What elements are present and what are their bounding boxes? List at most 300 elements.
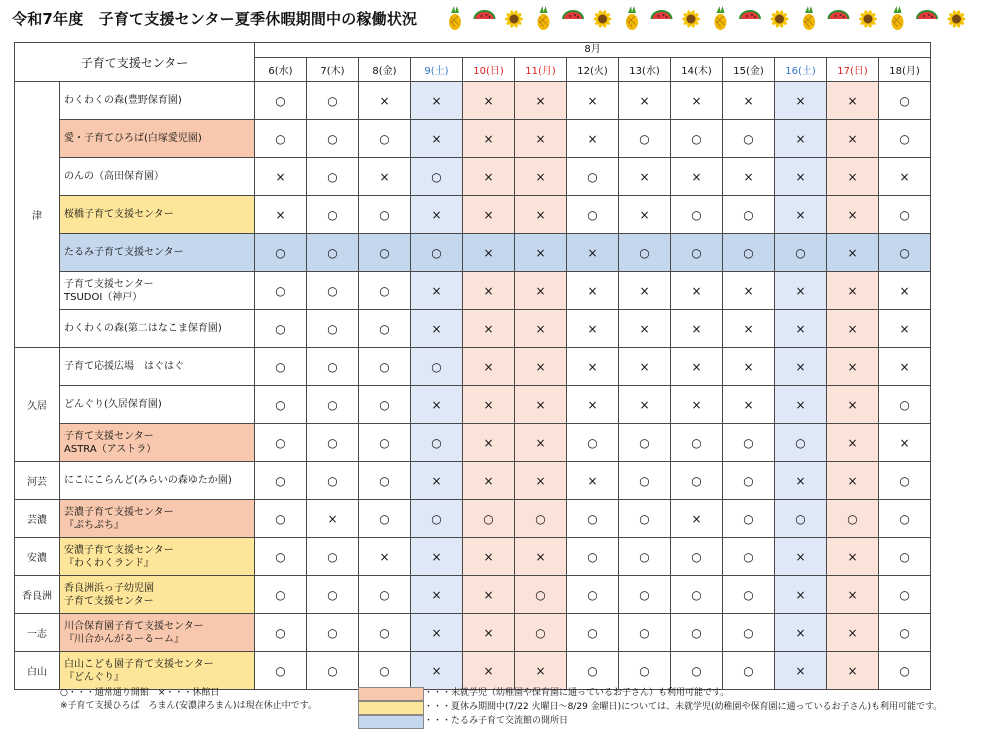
table-row <box>15 538 931 576</box>
watermelon-icon <box>739 10 761 19</box>
status-cell: × <box>827 614 879 652</box>
center-name-line: わくわくの森(第二はなこま保育園) <box>64 323 222 334</box>
legend-swatch <box>358 715 424 729</box>
status-cell: ○ <box>879 500 931 538</box>
status-cell: ○ <box>567 576 619 614</box>
status-cell: ○ <box>567 196 619 234</box>
status-cell: × <box>515 158 567 196</box>
center-name <box>60 196 255 234</box>
symbol-legend: ○・・・通常通り開館 ×・・・休館日 <box>60 688 220 698</box>
status-cell: ○ <box>567 158 619 196</box>
status-cell: × <box>827 196 879 234</box>
status-cell: × <box>775 386 827 424</box>
status-cell: × <box>255 158 307 196</box>
center-name-line: 子育て応援広場 はぐはぐ <box>64 361 184 372</box>
table-row <box>15 348 931 386</box>
status-cell: × <box>879 272 931 310</box>
table-row <box>15 652 931 690</box>
watermelon-icon <box>828 10 850 19</box>
center-name-line: 『わくわくランド』 <box>64 557 154 569</box>
center-name-line: 子育て支援センター <box>64 430 154 442</box>
status-cell: × <box>567 462 619 500</box>
status-cell: ○ <box>879 462 931 500</box>
status-cell: ○ <box>723 234 775 272</box>
area-label: 久居 <box>15 348 60 462</box>
status-cell: × <box>411 310 463 348</box>
pineapple-icon <box>449 6 461 30</box>
status-cell: × <box>463 462 515 500</box>
pineapple-icon <box>892 6 904 30</box>
legend-swatch <box>358 701 424 715</box>
status-cell: × <box>515 196 567 234</box>
status-cell: ○ <box>411 424 463 462</box>
status-cell: × <box>567 310 619 348</box>
center-name-line: わくわくの森(豊野保育園) <box>64 95 182 106</box>
status-cell: ○ <box>307 348 359 386</box>
day-header: 10(日) <box>463 58 515 82</box>
center-name <box>60 652 255 690</box>
status-cell: × <box>827 348 879 386</box>
status-cell: × <box>463 386 515 424</box>
status-cell: × <box>411 652 463 690</box>
status-cell: ○ <box>463 500 515 538</box>
status-cell: × <box>827 120 879 158</box>
closure-note: ※子育て支援ひろば ろまん(安濃津ろまん)は現在休止中です。 <box>60 701 317 711</box>
status-cell: ○ <box>307 196 359 234</box>
status-cell: ○ <box>671 614 723 652</box>
center-name-line: 子育て支援センター <box>64 278 154 290</box>
status-cell: ○ <box>671 120 723 158</box>
status-cell: ○ <box>619 424 671 462</box>
status-cell: × <box>567 120 619 158</box>
status-cell: × <box>775 538 827 576</box>
status-cell: × <box>515 82 567 120</box>
center-name <box>60 614 255 652</box>
status-cell: ○ <box>359 424 411 462</box>
status-cell: ○ <box>411 234 463 272</box>
center-name-line: 子育て支援センター <box>64 595 154 607</box>
table-row <box>15 424 931 462</box>
table-row <box>15 120 931 158</box>
status-cell: × <box>879 348 931 386</box>
status-cell: × <box>515 348 567 386</box>
status-cell: ○ <box>619 462 671 500</box>
status-cell: ○ <box>307 234 359 272</box>
status-cell: × <box>671 310 723 348</box>
status-cell: ○ <box>723 576 775 614</box>
center-name-line: 芸濃子育て支援センター <box>64 506 174 518</box>
status-cell: × <box>411 614 463 652</box>
status-cell: × <box>567 82 619 120</box>
status-cell: × <box>879 424 931 462</box>
legend-item-text: ・・・夏休み期間中(7/22 火曜日～8/29 金曜日)については、未就学児(幼稚園や保育園に通っているお子さん)も利用可能です。 <box>424 702 943 712</box>
sunflower-icon <box>948 10 966 28</box>
status-cell: × <box>359 82 411 120</box>
status-cell: × <box>671 82 723 120</box>
area-label: 津 <box>15 82 60 348</box>
status-cell: ○ <box>255 462 307 500</box>
center-name-line: にこにこらんど(みらいの森ゆたか園) <box>64 475 232 486</box>
status-cell: ○ <box>359 234 411 272</box>
day-header: 15(金) <box>723 58 775 82</box>
status-cell: × <box>411 462 463 500</box>
status-cell: ○ <box>255 272 307 310</box>
status-cell: × <box>619 196 671 234</box>
status-cell: ○ <box>619 120 671 158</box>
status-cell: ○ <box>359 120 411 158</box>
day-header: 16(土) <box>775 58 827 82</box>
center-name <box>60 576 255 614</box>
status-cell: × <box>619 82 671 120</box>
status-cell: ○ <box>359 462 411 500</box>
status-cell: ○ <box>723 196 775 234</box>
sunflower-icon <box>771 10 789 28</box>
center-name-line: 『ぷちぷち』 <box>64 519 124 531</box>
center-name <box>60 462 255 500</box>
table-row <box>15 386 931 424</box>
status-cell: ○ <box>879 614 931 652</box>
status-cell: × <box>827 272 879 310</box>
pineapple-icon <box>626 6 638 30</box>
status-cell: ○ <box>723 538 775 576</box>
center-name <box>60 424 255 462</box>
status-cell: ○ <box>723 120 775 158</box>
status-cell: × <box>567 348 619 386</box>
status-cell: ○ <box>619 538 671 576</box>
status-cell: × <box>515 386 567 424</box>
watermelon-icon <box>474 10 496 19</box>
status-cell: ○ <box>619 576 671 614</box>
status-cell: ○ <box>255 386 307 424</box>
status-cell: × <box>723 272 775 310</box>
status-cell: ○ <box>255 234 307 272</box>
area-label: 安濃 <box>15 538 60 576</box>
status-cell: × <box>463 310 515 348</box>
status-cell: × <box>515 462 567 500</box>
center-name <box>60 538 255 576</box>
status-cell: ○ <box>255 82 307 120</box>
table-body <box>15 82 931 690</box>
status-cell: ○ <box>671 538 723 576</box>
sunflower-icon <box>682 10 700 28</box>
status-cell: ○ <box>307 614 359 652</box>
legend-item-text: ・・・たるみ子育て交流館の開所日 <box>424 716 569 726</box>
pineapple-icon <box>538 6 550 30</box>
status-cell: × <box>775 348 827 386</box>
status-cell: ○ <box>359 576 411 614</box>
page-title: 令和7年度 子育て支援センター夏季休暇期間中の稼働状況 <box>12 10 418 28</box>
watermelon-icon <box>651 10 673 19</box>
status-cell: ○ <box>307 120 359 158</box>
status-cell: × <box>515 272 567 310</box>
center-name-line: 『どんぐり』 <box>64 671 124 683</box>
status-cell: × <box>827 158 879 196</box>
center-name-line: 川合保育園子育て支援センター <box>64 620 204 632</box>
status-cell: ○ <box>515 614 567 652</box>
legend <box>0 686 992 733</box>
status-cell: × <box>827 576 879 614</box>
status-cell: × <box>307 500 359 538</box>
center-name-line: たるみ子育て支援センター <box>64 247 184 258</box>
center-name <box>60 310 255 348</box>
center-name <box>60 120 255 158</box>
status-cell: × <box>619 386 671 424</box>
status-cell: ○ <box>723 614 775 652</box>
status-cell: × <box>411 196 463 234</box>
status-cell: × <box>723 82 775 120</box>
status-cell: × <box>775 310 827 348</box>
center-name-line: 安濃子育て支援センター <box>64 544 174 556</box>
status-cell: × <box>515 310 567 348</box>
status-cell: × <box>463 120 515 158</box>
table-row <box>15 614 931 652</box>
center-name-line: 白山こども園子育て支援センター <box>64 658 214 670</box>
status-cell: × <box>463 82 515 120</box>
status-cell: × <box>463 576 515 614</box>
day-header: 6(水) <box>255 58 307 82</box>
center-name-line: 桜橋子育て支援センター <box>64 209 174 220</box>
status-cell: ○ <box>879 652 931 690</box>
day-header: 17(日) <box>827 58 879 82</box>
sunflower-icon <box>505 10 523 28</box>
status-cell: × <box>411 82 463 120</box>
status-cell: ○ <box>515 576 567 614</box>
status-cell: × <box>515 652 567 690</box>
status-cell: ○ <box>619 500 671 538</box>
table-row <box>15 234 931 272</box>
status-cell: × <box>671 272 723 310</box>
status-cell: ○ <box>359 500 411 538</box>
status-cell: ○ <box>619 614 671 652</box>
status-cell: ○ <box>671 576 723 614</box>
status-cell: ○ <box>775 500 827 538</box>
status-cell: × <box>827 462 879 500</box>
status-cell: ○ <box>255 652 307 690</box>
status-cell: ○ <box>307 82 359 120</box>
status-cell: ○ <box>359 614 411 652</box>
legend-item-text: ・・・未就学児（幼稚園や保育園に通っているお子さん）も利用可能です。 <box>424 688 730 698</box>
area-label: 白山 <box>15 652 60 690</box>
status-cell: ○ <box>723 652 775 690</box>
status-cell: × <box>827 538 879 576</box>
status-cell: × <box>515 234 567 272</box>
center-name-line: TSUDOI（神戸） <box>64 291 143 303</box>
status-cell: ○ <box>255 424 307 462</box>
status-cell: × <box>567 386 619 424</box>
status-cell: × <box>723 310 775 348</box>
center-name <box>60 386 255 424</box>
status-cell: × <box>775 462 827 500</box>
status-cell: ○ <box>411 158 463 196</box>
status-cell: ○ <box>359 272 411 310</box>
status-cell: ○ <box>723 462 775 500</box>
status-cell: × <box>671 158 723 196</box>
status-cell: × <box>723 158 775 196</box>
status-cell: ○ <box>567 614 619 652</box>
status-cell: × <box>463 614 515 652</box>
operation-status-table <box>14 42 931 690</box>
status-cell: × <box>463 272 515 310</box>
status-cell: ○ <box>307 386 359 424</box>
status-cell: ○ <box>775 424 827 462</box>
status-cell: × <box>879 310 931 348</box>
status-cell: × <box>775 272 827 310</box>
status-cell: × <box>463 234 515 272</box>
area-label: 香良洲 <box>15 576 60 614</box>
center-column-header: 子育て支援センター <box>15 43 255 82</box>
status-cell: × <box>411 538 463 576</box>
status-cell: ○ <box>255 614 307 652</box>
status-cell: × <box>411 386 463 424</box>
status-cell: ○ <box>567 652 619 690</box>
status-cell: × <box>879 158 931 196</box>
table-row <box>15 576 931 614</box>
status-cell: × <box>255 196 307 234</box>
status-cell: ○ <box>307 272 359 310</box>
status-cell: ○ <box>411 348 463 386</box>
status-cell: ○ <box>359 310 411 348</box>
day-header: 9(土) <box>411 58 463 82</box>
status-cell: × <box>775 576 827 614</box>
status-cell: ○ <box>567 538 619 576</box>
center-name-line: 『川合かんがるーるーム』 <box>64 633 184 645</box>
status-cell: × <box>671 348 723 386</box>
status-cell: × <box>359 538 411 576</box>
status-cell: ○ <box>671 424 723 462</box>
area-label: 一志 <box>15 614 60 652</box>
area-label: 芸濃 <box>15 500 60 538</box>
status-cell: ○ <box>307 462 359 500</box>
status-cell: ○ <box>619 652 671 690</box>
status-cell: ○ <box>723 424 775 462</box>
status-cell: × <box>359 158 411 196</box>
day-header: 12(火) <box>567 58 619 82</box>
status-cell: ○ <box>723 500 775 538</box>
day-header: 13(水) <box>619 58 671 82</box>
day-header: 8(金) <box>359 58 411 82</box>
status-cell: ○ <box>255 310 307 348</box>
status-cell: × <box>671 386 723 424</box>
center-name-line: 香良洲浜っ子幼児園 <box>64 582 154 594</box>
status-cell: ○ <box>255 500 307 538</box>
status-cell: ○ <box>827 500 879 538</box>
status-cell: ○ <box>515 500 567 538</box>
status-cell: × <box>775 196 827 234</box>
month-header: 8月 <box>255 43 931 58</box>
status-cell: ○ <box>411 500 463 538</box>
status-cell: ○ <box>671 462 723 500</box>
day-header: 14(木) <box>671 58 723 82</box>
status-cell: ○ <box>879 538 931 576</box>
status-cell: ○ <box>879 386 931 424</box>
status-cell: × <box>463 424 515 462</box>
center-name <box>60 82 255 120</box>
status-cell: ○ <box>359 348 411 386</box>
center-name-line: のんの（高田保育園） <box>64 171 164 182</box>
status-cell: ○ <box>619 234 671 272</box>
status-cell: ○ <box>307 652 359 690</box>
status-cell: ○ <box>671 234 723 272</box>
status-cell: ○ <box>879 576 931 614</box>
status-cell: × <box>723 348 775 386</box>
status-cell: ○ <box>879 120 931 158</box>
status-cell: × <box>827 424 879 462</box>
status-cell: × <box>411 120 463 158</box>
watermelon-icon <box>562 10 584 19</box>
status-cell: × <box>827 386 879 424</box>
status-cell: × <box>515 120 567 158</box>
table-row <box>15 272 931 310</box>
status-cell: ○ <box>307 158 359 196</box>
status-cell: ○ <box>255 538 307 576</box>
center-name-line: 愛・子育てひろば(白塚愛児園) <box>64 133 202 144</box>
status-cell: × <box>619 310 671 348</box>
table-row <box>15 82 931 120</box>
status-cell: × <box>775 614 827 652</box>
sunflower-icon <box>594 10 612 28</box>
status-cell: × <box>775 120 827 158</box>
day-header: 7(木) <box>307 58 359 82</box>
status-cell: × <box>515 424 567 462</box>
pineapple-icon <box>803 6 815 30</box>
status-cell: ○ <box>671 196 723 234</box>
status-cell: × <box>463 538 515 576</box>
table-row <box>15 310 931 348</box>
center-name-line: ASTRA（アストラ） <box>64 443 157 455</box>
day-header: 11(月) <box>515 58 567 82</box>
status-cell: × <box>671 500 723 538</box>
status-cell: ○ <box>307 424 359 462</box>
status-cell: × <box>827 234 879 272</box>
table-row <box>15 500 931 538</box>
center-name <box>60 500 255 538</box>
center-name <box>60 348 255 386</box>
status-cell: ○ <box>567 424 619 462</box>
status-cell: ○ <box>879 82 931 120</box>
status-cell: × <box>463 652 515 690</box>
status-cell: × <box>827 82 879 120</box>
status-cell: × <box>463 196 515 234</box>
status-cell: ○ <box>255 120 307 158</box>
status-cell: ○ <box>359 652 411 690</box>
status-cell: × <box>619 348 671 386</box>
status-cell: ○ <box>255 348 307 386</box>
center-name <box>60 272 255 310</box>
table-row <box>15 158 931 196</box>
status-cell: × <box>515 538 567 576</box>
status-cell: ○ <box>307 538 359 576</box>
sunflower-icon <box>859 10 877 28</box>
area-label: 河芸 <box>15 462 60 500</box>
status-cell: × <box>411 272 463 310</box>
status-cell: × <box>775 82 827 120</box>
status-cell: × <box>411 576 463 614</box>
status-cell: ○ <box>567 500 619 538</box>
status-cell: × <box>619 158 671 196</box>
day-header: 18(月) <box>879 58 931 82</box>
status-cell: ○ <box>359 386 411 424</box>
status-cell: × <box>619 272 671 310</box>
status-cell: × <box>567 272 619 310</box>
status-cell: ○ <box>879 196 931 234</box>
summer-decoration <box>440 4 980 34</box>
status-cell: × <box>775 652 827 690</box>
center-name-line: どんぐり(久居保育園) <box>64 399 162 410</box>
status-cell: ○ <box>307 310 359 348</box>
status-cell: × <box>463 158 515 196</box>
status-cell: × <box>567 234 619 272</box>
legend-swatch <box>358 687 424 701</box>
